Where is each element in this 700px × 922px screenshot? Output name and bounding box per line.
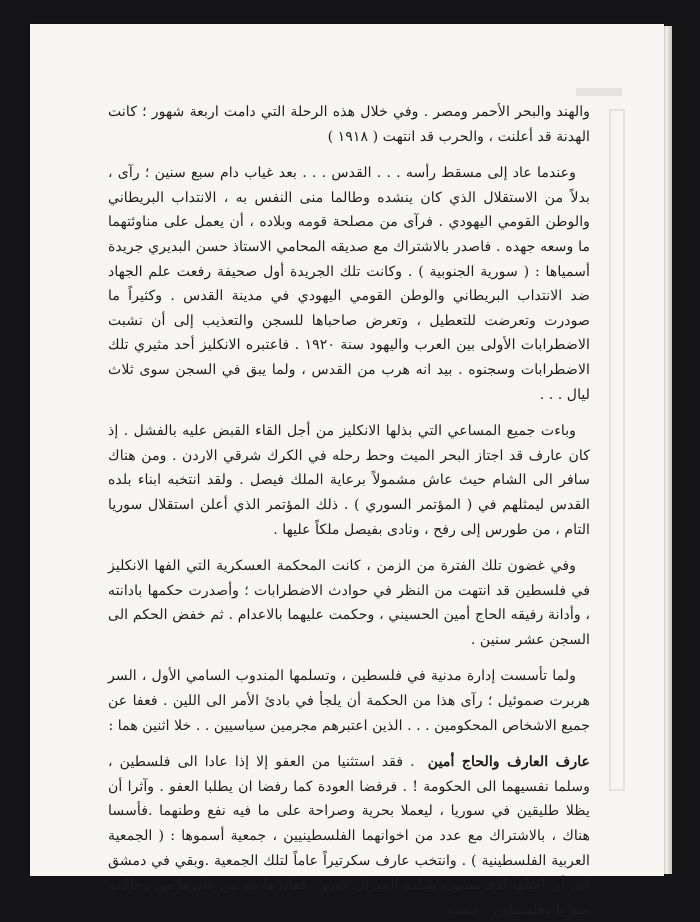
paragraph-6-heading: عارف العارف والحاج أمين: [427, 754, 590, 771]
paragraph-2: [108, 161, 590, 407]
paragraph-1: [108, 100, 590, 149]
book-page: [30, 24, 664, 918]
paragraph-6: [108, 750, 590, 922]
paragraph-1-text: والهند والبحر الأحمر ومصر . وفي خلال هذه الرحلة التي دامت اربعة شهور ؛ كانت الهدنة قد أعلنت ، والحرب قد انتهت ( ١٩١٨ ): [108, 104, 590, 145]
paragraph-5: [108, 664, 590, 738]
paragraph-6-text: . فقد استثنيا من العفو إلا إذا عادا الى فلسطين ، وسلما نفسيهما الى الحكومة ! . فرفضا العودة كما رفضا ان يطلبا العفو . وآثرا أن يظلا طليقين في سوريا ، ليعملا بحرية وصراحة على ما فيه نفع وطنهما .فأسسا هناك ، بالاشتراك مع عدد من اخوانهما الفلسطينيين ، جمعية أسموها : ( الجمعية العربية الفلسطينية ) . وانتخب عارف سكرتيراً عاماً لتلك الجمعية .وبقي في دمشق الى أن احتلها الافرنسيون بقيادة الجنرال غورو . فغادرها مع من غادرها من رجالات سوريا وفلسطين ، خشية: [108, 754, 590, 918]
paragraph-5-text: ولما تأسست إدارة مدنية في فلسطين ، وتسلمها المندوب السامي الأول ، السر هربرت صموئيل ؛ رآى هذا من الحكمة أن يلجأ في بادئ الأمر الى اللين . فعفا عن جميع الاشخاص المحكومين . . . الذين اعتبرهم مجرمين سياسيين . . خلا اثنين هما :: [108, 668, 590, 734]
body-text: [108, 100, 590, 922]
paragraph-4: [108, 554, 590, 652]
paragraph-4-text: وفي غضون تلك الفترة من الزمن ، كانت المحكمة العسكرية التي الفها الانكليز في فلسطين قد انتهت من النظر في حوادث الاضطرابات ؛ وأصدرت حكمها بادانته ، وأدانة رفيقه الحاج أمين الحسيني ، وحكمت عليهما بالاعدام . ثم خفض الحكم الى السجن عشر سنين .: [108, 558, 590, 648]
paragraph-2-text: وعندما عاد إلى مسقط رأسه . . . القدس . . . بعد غياب دام سبع سنين ؛ رآى ، بدلاً من الاستقلال الذي كان ينشده وطالما منى النفس به ، الانتداب البريطاني والوطن القومي اليهودي . فرآى من مصلحة قومه وبلاده ، أن يعمل على مناوئتهما ما وسعه جهده . فاصدر بالاشتراك مع صديقه المحامي الاستاذ حسن البديري جريدة أسمياها : ( سورية الجنوبية ) . وكانت تلك الجريدة أول صحيفة رفعت علم الجهاد ضد الانتداب البريطاني والوطن القومي اليهودي في مدينة القدس . وكثيراً ما صودرت وتعرضت للتعطيل ، وتعرض صاحباها للسجن والتعذيب إلى أن نشبت الاضطرابات الأولى بين العرب واليهود سنة ١٩٢٠ . فاعتبره الانكليز أحد مثيري تلك الاضطرابات وسجنوه . بيد انه هرب من القدس ، ولما يبق في السجن سوى ثلاث ليال . . .: [108, 165, 590, 403]
paragraph-3: [108, 419, 590, 542]
paragraph-3-text: وباءت جميع المساعي التي بذلها الانكليز من أجل القاء القبض عليه بالفشل . إذ كان عارف قد اجتاز البحر الميت وحط رحله في الكرك شرقي الاردن . ومن هناك سافر الى الشام حيث عاش مشمولاً برعاية الملك فيصل . ولقد انتخبه ابناء بلده القدس ليمثلهم في ( المؤتمر السوري ) . ذلك المؤتمر الذي أعلن استقلال سوريا التام ، من طورس إلى رفح ، ونادى بفيصل ملكاً عليها .: [108, 423, 590, 538]
